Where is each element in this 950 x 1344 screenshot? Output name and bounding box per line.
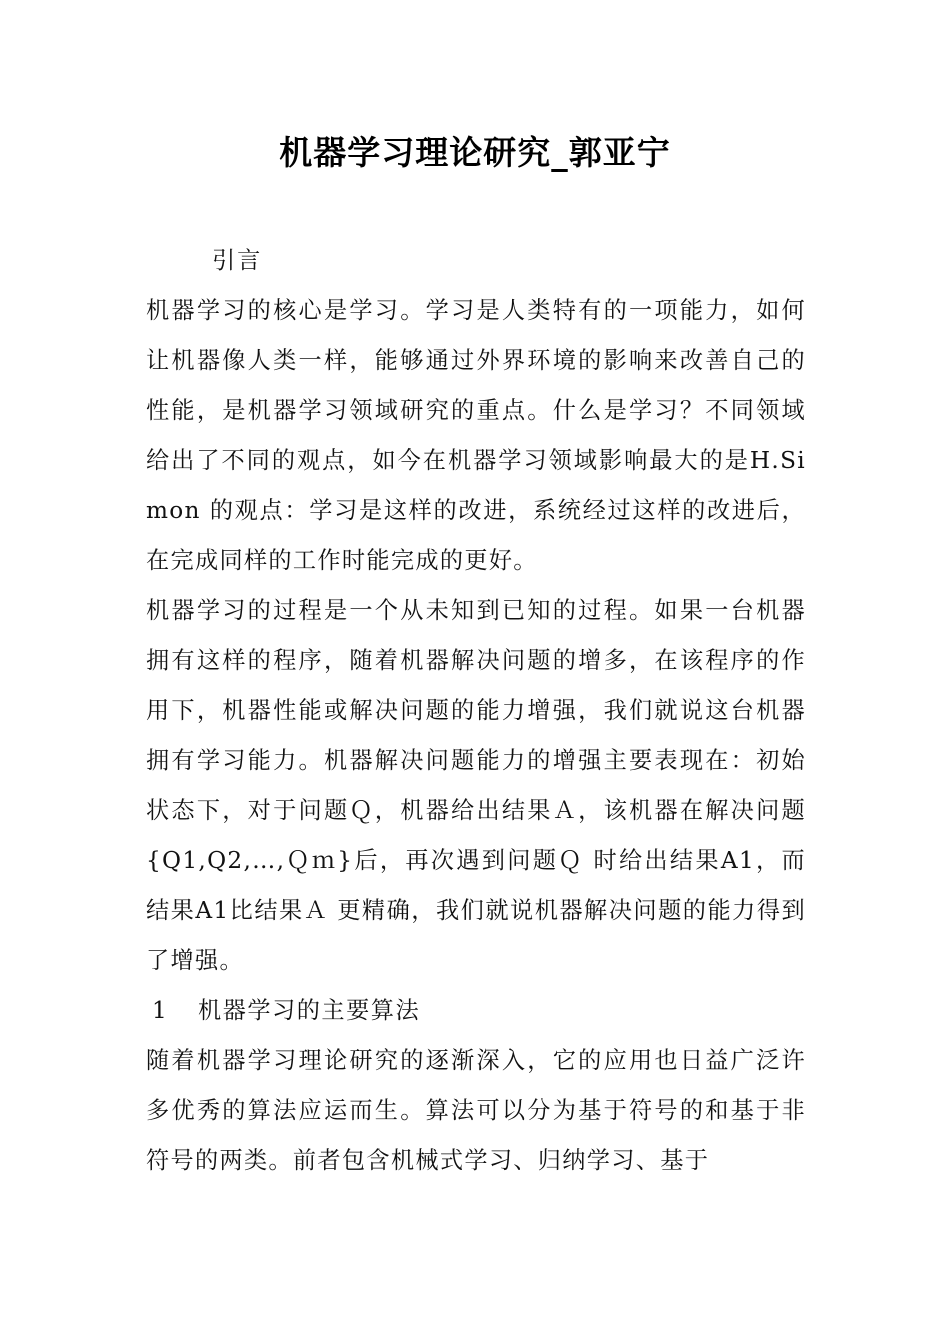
paragraph-definition: 机器学习的核心是学习。学习是人类特有的一项能力，如何让机器像人类一样，能够通过外界环境的影响来改善自己的性能，是机器学习领域研究的重点。什么是学习？不同领域给出了不同的观点，如今在机器学习领域影响最大的是H.Simon 的观点：学习是这样的改进，系统经过这样的改进后，在完成同样的工作时能完成的更好。 [146, 297, 806, 574]
section-title: 机器学习的主要算法 [198, 997, 421, 1024]
section-number: 1 [152, 997, 169, 1024]
intro-heading: 引言 [212, 247, 263, 274]
section-heading [146, 986, 806, 1036]
paragraph-algorithms: 随着机器学习理论研究的逐渐深入，它的应用也日益广泛许多优秀的算法应运而生。算法可以分为基于符号的和基于非符号的两类。前者包含机械式学习、归纳学习、基于 [146, 1047, 806, 1174]
document-body [146, 236, 806, 1186]
paragraph-process: 机器学习的过程是一个从未知到已知的过程。如果一台机器拥有这样的程序，随着机器解决问题的增多，在该程序的作用下，机器性能或解决问题的能力增强，我们就说这台机器拥有学习能力。机器解决问题能力的增强主要表现在：初始状态下，对于问题Ｑ，机器给出结果Ａ，该机器在解决问题{Q1,Q2,…,Ｑｍ}后，再次遇到问题Ｑ 时给出结果A1，而结果A1比结果Ａ 更精确，我们就说机器解决问题的能力得到了增强。 [146, 597, 806, 974]
document-title: 机器学习理论研究_郭亚宁 [279, 133, 671, 172]
